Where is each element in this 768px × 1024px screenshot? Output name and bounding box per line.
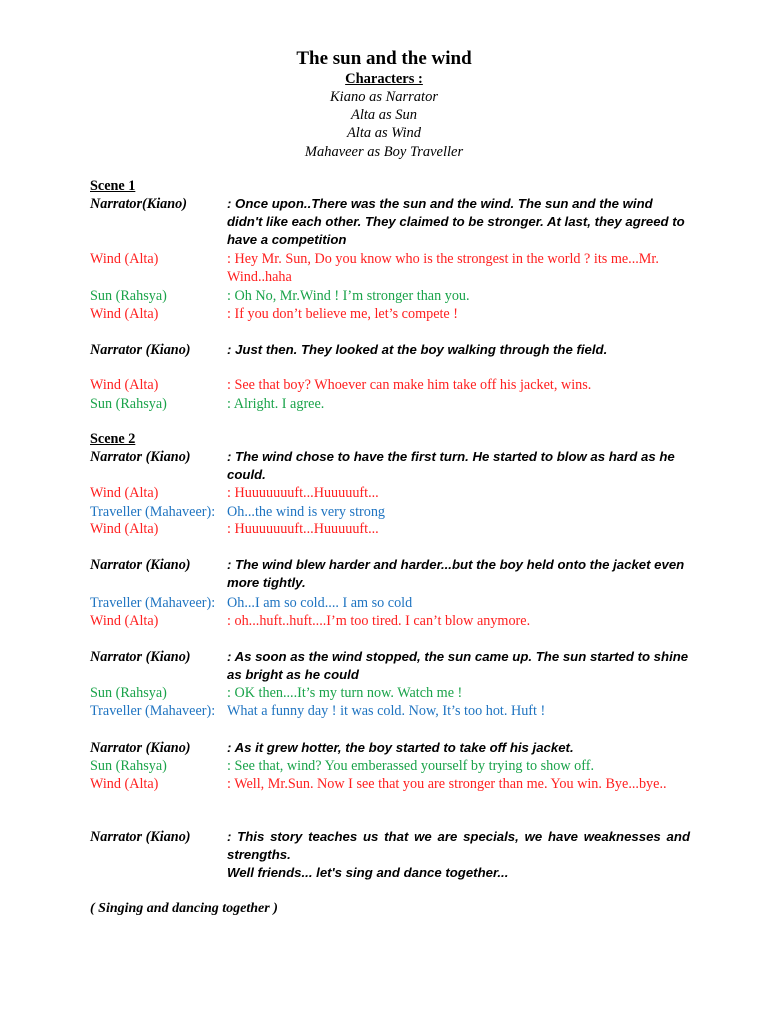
characters-list <box>0 88 768 161</box>
dialogue-text: What a funny day ! it was cold. Now, It’s too hot. Huft ! <box>227 703 546 719</box>
dialogue-line <box>90 757 690 775</box>
speaker-label: Narrator (Kiano) <box>90 342 191 358</box>
dialogue-line <box>90 739 690 757</box>
dialogue-text: : Just then. They looked at the boy walking through the field. <box>227 342 608 357</box>
dialogue-text: : See that boy? Whoever can make him take off his jacket, wins. <box>227 377 592 393</box>
dialogue-text: : Hey Mr. Sun, Do you know who is the strongest in the world ? its me...Mr. Wind..haha <box>227 251 659 286</box>
dialogue-line <box>90 594 690 612</box>
scene-1-heading: Scene 1 <box>90 178 136 194</box>
characters-heading: Characters : <box>345 71 423 87</box>
speaker-label: Sun (Rahsya) <box>90 396 167 412</box>
speaker-label: Wind (Alta) <box>90 776 159 792</box>
dialogue-line <box>90 448 690 484</box>
dialogue-line <box>90 556 690 592</box>
speaker-label: Narrator(Kiano) <box>90 196 187 212</box>
dialogue-line <box>90 684 690 702</box>
dialogue-line <box>90 287 690 305</box>
dialogue-text: : Huuuuuuuft...Huuuuuft... <box>227 521 379 537</box>
dialogue-line <box>90 612 690 630</box>
dialogue-text: : OK then....It’s my turn now. Watch me ! <box>227 685 463 701</box>
speaker-label: Narrator (Kiano) <box>90 740 191 756</box>
speaker-label: Narrator (Kiano) <box>90 829 191 845</box>
speaker-label: Traveller (Mahaveer): <box>90 703 216 719</box>
character-item: Alta as Sun <box>350 107 418 124</box>
dialogue-text: : oh...huft..huft....I’m too tired. I can’t blow anymore. <box>227 613 531 629</box>
dialogue-text: : If you don’t believe me, let’s compete ! <box>227 306 459 322</box>
character-item: Mahaveer as Boy Traveller <box>304 143 464 160</box>
dialogue-line <box>90 305 690 323</box>
dialogue-line <box>90 520 690 538</box>
speaker-label: Wind (Alta) <box>90 306 159 322</box>
dialogue-text: : As it grew hotter, the boy started to take off his jacket. <box>227 740 574 755</box>
dialogue-line <box>90 775 690 793</box>
dialogue-line <box>90 702 690 720</box>
dialogue-line <box>90 395 690 413</box>
dialogue-line <box>90 648 690 684</box>
speaker-label: Narrator (Kiano) <box>90 649 191 665</box>
speaker-label: Wind (Alta) <box>90 485 159 501</box>
dialogue-text: Oh...the wind is very strong <box>227 504 386 520</box>
dialogue-line <box>90 828 690 864</box>
character-item: Alta as Wind <box>346 125 422 142</box>
speaker-label: Wind (Alta) <box>90 251 159 267</box>
speaker-label: Narrator (Kiano) <box>90 449 191 465</box>
speaker-label: Traveller (Mahaveer): <box>90 504 216 520</box>
speaker-label: Sun (Rahsya) <box>90 685 167 701</box>
speaker-label: Traveller (Mahaveer): <box>90 595 216 611</box>
dialogue-line <box>90 503 690 521</box>
character-item: Kiano as Narrator <box>330 89 438 105</box>
dialogue-text: : This story teaches us that we are specials, we have weaknesses and strengths. <box>227 829 690 863</box>
dialogue-line <box>90 250 690 286</box>
dialogue-text: : Alright. I agree. <box>227 396 325 412</box>
dialogue-text: : Huuuuuuuft...Huuuuuft... <box>227 485 379 501</box>
dialogue-text: : See that, wind? You emberassed yourself by trying to show off. <box>227 758 594 774</box>
dialogue-text: Oh...I am so cold.... I am so cold <box>227 595 413 611</box>
dialogue-line <box>90 864 690 882</box>
closing-stage-direction: ( Singing and dancing together ) <box>90 901 278 916</box>
dialogue-text: : Once upon..There was the sun and the wind. The sun and the wind didn't like each other. They claimed to be stronger. At last, they agreed to have a competition <box>227 196 685 248</box>
dialogue-text: : Well, Mr.Sun. Now I see that you are stronger than me. You win. Bye...bye.. <box>227 776 667 792</box>
dialogue-text: : As soon as the wind stopped, the sun came up. The sun started to shine as bright as he could <box>227 649 689 683</box>
speaker-label: Narrator (Kiano) <box>90 557 191 573</box>
speaker-label: Sun (Rahsya) <box>90 758 167 774</box>
dialogue-line <box>90 484 690 502</box>
dialogue-text: : The wind chose to have the first turn. He started to blow as hard as he could. <box>227 449 675 483</box>
dialogue-text: Well friends... let's sing and dance together... <box>227 865 509 880</box>
dialogue-text: : Oh No, Mr.Wind ! I’m stronger than you. <box>227 288 470 304</box>
speaker-label: Wind (Alta) <box>90 521 159 537</box>
dialogue-text: : The wind blew harder and harder...but the boy held onto the jacket even more tightly. <box>227 557 685 591</box>
dialogue-line <box>90 195 690 250</box>
dialogue-line <box>90 341 690 359</box>
speaker-label: Wind (Alta) <box>90 377 159 393</box>
speaker-label: Wind (Alta) <box>90 613 159 629</box>
scene-2-heading: Scene 2 <box>90 431 136 447</box>
dialogue-line <box>90 376 690 394</box>
speaker-label: Sun (Rahsya) <box>90 288 167 304</box>
page-title: The sun and the wind <box>296 48 472 69</box>
